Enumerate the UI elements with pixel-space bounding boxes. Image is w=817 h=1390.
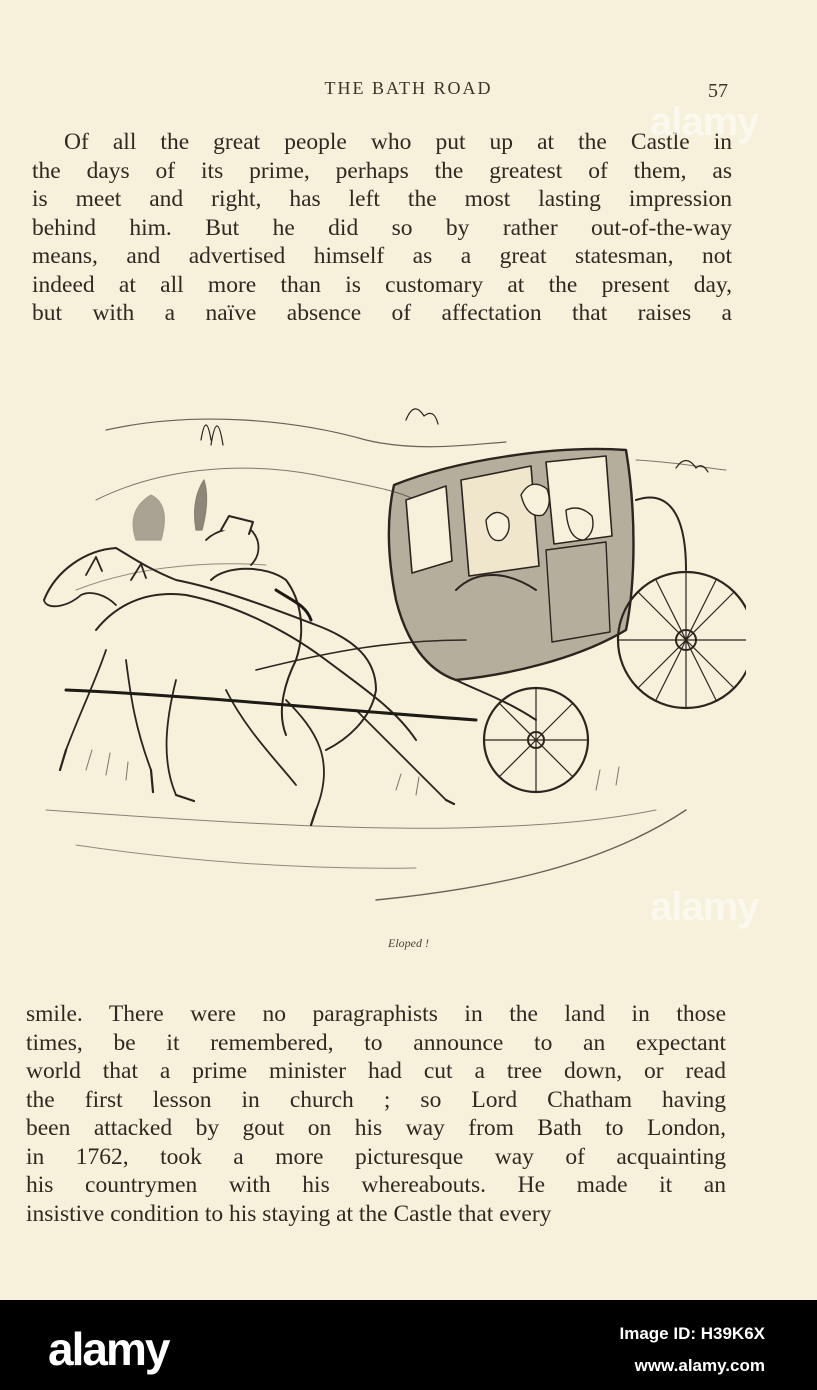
- watermark: alamy: [650, 885, 759, 929]
- text-line: world that a prime minister had cut a tree down, or read: [26, 1058, 726, 1084]
- text-line: his countrymen with his whereabouts. He made it an: [26, 1172, 726, 1198]
- stock-logo: alamy: [48, 1323, 169, 1375]
- text-line: the days of its prime, perhaps the greatest of them, as: [32, 157, 732, 184]
- text-line: but with a naïve absence of affectation that raises a: [32, 300, 732, 326]
- site-url: www.alamy.com: [634, 1356, 765, 1375]
- text-line: smile. There were no paragraphists in the land in those: [26, 1001, 726, 1027]
- paragraph-top: [32, 128, 732, 328]
- running-title: THE BATH ROAD: [324, 78, 493, 98]
- text-line: behind him. But he did so by rather out-of-the-way: [32, 214, 732, 241]
- page-number: 57: [708, 80, 728, 102]
- text-line: indeed at all more than is customary at the present day,: [32, 271, 732, 298]
- text-line: in 1762, took a more picturesque way of acquainting: [26, 1143, 726, 1170]
- stock-image-info: [620, 1318, 766, 1382]
- text-line: insistive condition to his staying at the Castle that every: [26, 1200, 552, 1227]
- text-line: is meet and right, has left the most lasting impression: [32, 186, 732, 212]
- image-id-label: Image ID: H39K6X: [619, 1324, 765, 1343]
- paragraph-bottom: [26, 1000, 726, 1228]
- text-line: Of all the great people who put up at the Castle in: [64, 129, 732, 155]
- text-line: the first lesson in church ; so Lord Chatham having: [26, 1086, 726, 1113]
- text-line: been attacked by gout on his way from Bath to London,: [26, 1115, 726, 1141]
- illustration-caption: Eloped !: [388, 936, 429, 950]
- watermark: alamy: [650, 100, 759, 144]
- stock-footer-bar: [0, 1300, 817, 1390]
- text-line: times, be it remembered, to announce to an expectant: [26, 1029, 726, 1056]
- eloping-coach-illustration: [36, 390, 746, 920]
- text-line: means, and advertised himself as a great statesman, not: [32, 243, 732, 269]
